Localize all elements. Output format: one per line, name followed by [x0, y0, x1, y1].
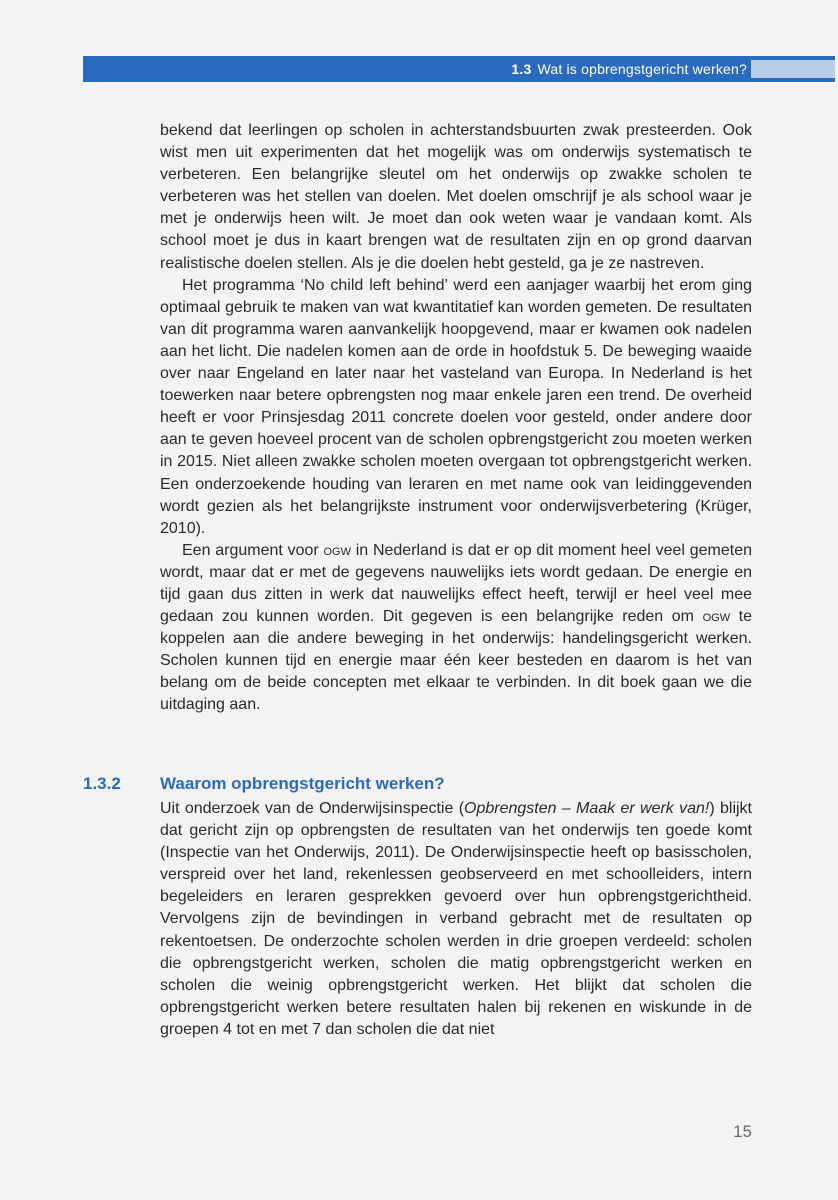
section-body-text — [160, 798, 752, 1041]
section-title: Waarom opbrengstgericht werken? — [160, 774, 445, 793]
section-text-part-a: Uit onderzoek van de Onderwijsinspectie ( — [160, 800, 465, 817]
paragraph-3-part-a: Een argument voor — [182, 541, 324, 559]
running-header-section-number: 1.3 — [511, 61, 532, 77]
body-text — [160, 120, 752, 717]
paragraph-2: Het programma ‘No child left behind’ werd een aanjager waarbij het erom ging optimaal gebruik te maken van wat kwantitatief kan worden gemeten. De resultaten van dit programma waren aanvankelijk hoopgevend, maar er kwamen ook nadelen aan het licht. Die nadelen komen aan de orde in hoofdstuk 5. De beweging waaide over naar Engeland en later naar het vasteland van Europa. In Nederland is het toewerken naar betere opbrengsten nog maar enkele jaren een trend. De overheid heeft er voor Prinsjesdag 2011 concrete doelen voor gesteld, onder andere door aan te geven hoeveel procent van de scholen opbrengstgericht zou moeten werken in 2015. Niet alleen zwakke scholen moeten overgaan tot opbrengstgericht werken. Een onderzoekende houding van leraren en met name ook van leidinggevenden wordt gezien als het belangrijkste instrument voor onderwijsverbetering (Krüger, 2010). — [160, 276, 752, 537]
paragraph-3 — [160, 540, 752, 717]
paragraph-3-part-c: te koppelen aan die andere beweging in het onderwijs: handelingsgericht werken. Scholen kunnen tijd en energie maar één keer besteden en daarom is het van belang om de beide concepten met elkaar te verbinden. In dit boek gaan we die uitdaging aan. — [160, 608, 752, 714]
cited-publication-title: Opbrengsten – Maak er werk van! — [464, 800, 710, 817]
abbreviation-ogw: ogw — [323, 541, 351, 559]
section-paragraph — [160, 798, 752, 1041]
running-header-bar — [83, 56, 835, 82]
page-number: 15 — [733, 1122, 752, 1141]
running-header-section-title: Wat is opbrengstgericht werken? — [537, 61, 747, 77]
section-number: 1.3.2 — [83, 774, 121, 793]
running-header-title — [511, 60, 747, 78]
abbreviation-ogw: ogw — [702, 608, 731, 626]
paragraph-1: bekend dat leerlingen op scholen in achterstandsbuurten zwak presteerden. Ook wist men uit experimenten dat het mogelijk was om onderwijs systematisch te verbeteren. Een belangrijke sleutel om het onderwijs op zwakke scholen te verbeteren was het stellen van doelen. Met doelen omschrijf je als school waar je met je onderwijs heen wilt. Je moet dan ook weten waar je vandaan komt. Als school moet je dus in kaart brengen wat de resultaten zijn en op grond daarvan realistische doelen stellen. Als je die doelen hebt gesteld, ga je ze nastreven. — [160, 122, 752, 272]
section-text-part-b: ) blijkt dat gericht zijn op opbrengsten de resultaten van het onderwijs ten goede komt (Inspectie van het Onderwijs, 2011). De Onderwijsinspectie heeft op basisscholen, verspreid over het land, rekenlessen geobserveerd en met schoolleiders, intern begeleiders en leraren gesprekken gevoerd over hun opbrengstgerichtheid. Vervolgens zijn de bevindingen in verband gebracht met de resultaten op rekentoetsen. De onderzochte scholen werden in drie groepen verdeeld: scholen die opbrengstgericht werken, scholen die matig opbrengstgericht werken en scholen die weinig opbrengstgericht werken. Het blijkt dat scholen die opbrengstgericht werken betere resultaten halen bij rekenen en wiskunde in de groepen 4 tot en met 7 dan scholen die dat niet — [160, 800, 753, 1038]
paragraph-3-part-b: in Nederland is dat er op dit moment heel veel gemeten wordt, maar dat er met de gegevens nauwelijks iets wordt gedaan. De energie en tijd gaan dus zitten in werk dat nauwelijks effect heeft, terwijl er heel veel mee gedaan zou kunnen worden. Dit gegeven is een belangrijke reden om — [160, 541, 752, 626]
header-accent-block — [751, 60, 835, 78]
